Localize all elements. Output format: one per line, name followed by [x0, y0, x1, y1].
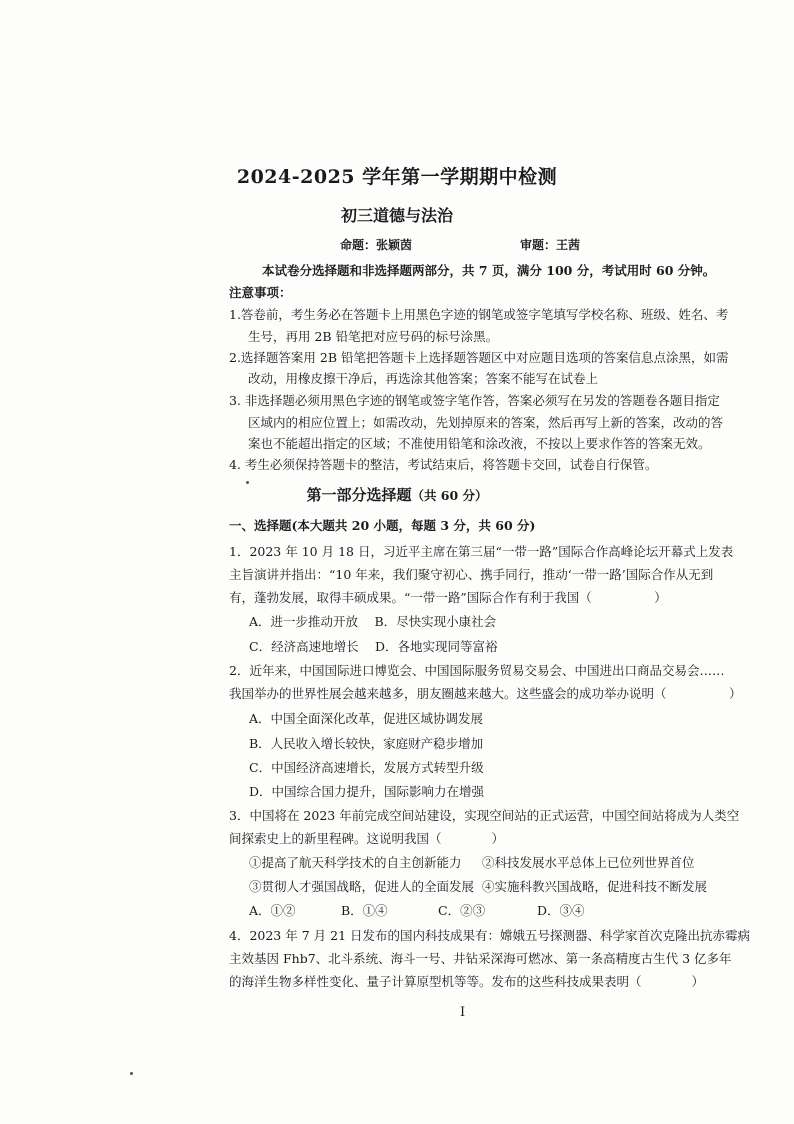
question-3-statement: ①提高了航天科学技术的自主创新能力 [249, 855, 462, 870]
question-3-line: 间探索史上的新里程碑。这说明我国（ ） [229, 831, 505, 846]
question-2-line: 我国举办的世界性展会越来越多，朋友圈越来越大。这些盛会的成功举办说明（ ） [229, 686, 742, 701]
page-number: I [460, 1005, 466, 1020]
question-3-statement: ④实施科教兴国战略，促进科技不断发展 [482, 879, 708, 894]
question-2-option: D．中国综合国力提升，国际影响力在增强 [249, 784, 485, 799]
note-line: 3. 非选择题必须用黑色字迹的钢笔或签字笔作答，答案必须写在另发的答题卷各题目指定 [229, 393, 720, 408]
section-title [0, 484, 794, 505]
exam-subject: 初三道德与法治 [340, 206, 453, 225]
scan-speck [246, 481, 249, 484]
question-3-option: C．②③ [438, 903, 486, 918]
note-line: 1.答卷前，考生务必在答题卡上用黑色字迹的钢笔或签字笔填写学校名称、班级、姓名、考 [229, 307, 729, 322]
question-3-option: B．①④ [341, 903, 388, 918]
question-2-option: A．中国全面深化改革，促进区域协调发展 [249, 711, 484, 726]
question-1-option: C．经济高速地增长 D．各地实现同等富裕 [249, 639, 498, 654]
note-line: 生号，再用 2B 铅笔把对应号码的标号涂黑。 [248, 329, 499, 344]
note-line: 案也不能超出指定的区域；不准使用铅笔和涂改液，不按以上要求作答的答案无效。 [248, 436, 711, 451]
question-3-statement: ③贯彻人才强国战略，促进人的全面发展 [249, 879, 475, 894]
section-title-text: 第一部分选择题 [306, 486, 412, 504]
note-line: 区域内的相应位置上；如需改动，先划掉原来的答案，然后再写上新的答案，改动的答 [248, 415, 724, 430]
question-3-line: 3．中国将在 2023 年前完成空间站建设，实现空间站的正式运营，中国空间站将成为人类空 [229, 808, 740, 823]
note-line: 4. 考生必须保持答题卡的整洁，考试结束后，将答题卡交回，试卷自行保管。 [229, 457, 658, 472]
exam-intro: 本试卷分选择题和非选择题两部分，共 7 页，满分 100 分，考试用时 60 分钟。 [262, 263, 716, 278]
note-line: 改动，用橡皮擦干净后，再选涂其他答案；答案不能写在试卷上 [248, 371, 599, 386]
note-line: 2.选择题答案用 2B 铅笔把答题卡上选择题答题区中对应题目选项的答案信息点涂黑，如需 [229, 350, 729, 365]
question-2-line: 2．近年来，中国国际进口博览会、中国国际服务贸易交易会、中国进出口商品交易会…… [229, 663, 725, 678]
question-1-line: 1．2023 年 10 月 18 日，习近平主席在第三届“一带一路”国际合作高峰论坛开幕式上发表 [229, 544, 734, 559]
question-3-statement: ②科技发展水平总体上已位列世界首位 [482, 855, 695, 870]
question-1-line: 主旨演讲并指出：“10 年来，我们聚守初心、携手同行，推动‘一带一路’国际合作从无到 [229, 567, 714, 582]
question-3-option: A．①② [249, 903, 296, 918]
question-4-line: 的海洋生物多样性变化、量子计算原型机等等。发布的这些科技成果表明（ ） [229, 974, 705, 989]
notes-heading: 注意事项： [229, 285, 292, 300]
question-1-line: 有，蓬勃发展，取得丰硕成果。“一带一路”国际合作有利于我国（ ） [229, 590, 667, 605]
scan-speck [130, 1072, 133, 1075]
question-1-option: A．进一步推动开放 B．尽快实现小康社会 [249, 614, 497, 629]
exam-title: 2024-2025 学年第一学期期中检测 [236, 166, 558, 188]
question-2-option: B．人民收入增长较快，家庭财产稳步增加 [249, 736, 484, 751]
question-3-option: D．③④ [537, 903, 585, 918]
question-2-option: C．中国经济高速增长，发展方式转型升级 [249, 760, 484, 775]
part-heading: 一、选择题(本大题共 20 小题，每题 3 分，共 60 分) [229, 518, 536, 533]
reviewer-label: 审题：王茜 [520, 238, 581, 252]
question-4-line: 4．2023 年 7 月 21 日发布的国内科技成果有：嫦娥五号探测器、科学家首次克隆出抗赤霉病 [229, 928, 750, 943]
question-4-line: 主效基因 Fhb7、北斗系统、海斗一号、井钻采深海可燃冰、第一条高精度古生代 3 亿多年 [229, 951, 732, 966]
section-points: （共 60 分） [411, 488, 488, 503]
author-label: 命题：张颖茵 [340, 238, 413, 252]
